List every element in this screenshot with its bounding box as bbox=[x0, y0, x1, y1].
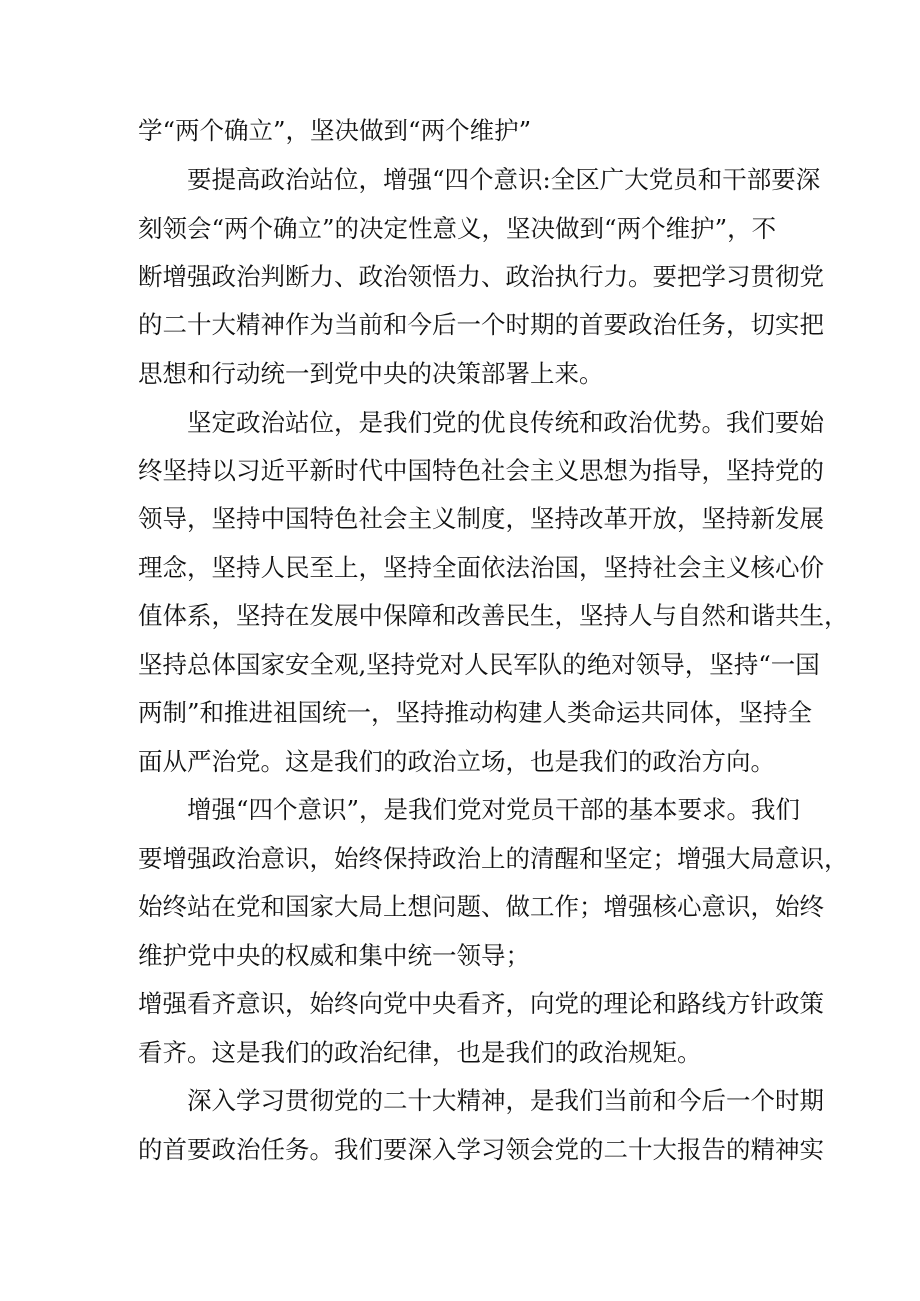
text-line: 的二十大精神作为当前和今后一个时期的首要政治任务，切实把 bbox=[138, 310, 824, 339]
text-line: 学“两个确立”，坚决做到“两个维护” bbox=[138, 116, 532, 145]
text-line: 思想和行动统一到党中央的决策部署上来。 bbox=[138, 359, 604, 388]
text-line: 始终站在党和国家大局上想问题、做工作；增强核心意识，始终 bbox=[138, 892, 824, 921]
text-line: 面从严治党。这是我们的政治立场，也是我们的政治方向。 bbox=[138, 747, 775, 776]
text-line: 坚持总体国家安全观,坚持党对人民军队的绝对领导，坚持“一国 bbox=[138, 650, 820, 679]
text-line: 增强看齐意识，始终向党中央看齐，向党的理论和路线方针政策 bbox=[138, 989, 824, 1018]
text-line: 的首要政治任务。我们要深入学习领会党的二十大报告的精神实 bbox=[138, 1135, 824, 1164]
text-line: 维护党中央的权威和集中统一领导； bbox=[138, 941, 530, 970]
text-line: 领导，坚持中国特色社会主义制度，坚持改革开放，坚持新发展 bbox=[138, 504, 824, 533]
text-line: 值体系，坚持在发展中保障和改善民生，坚持人与自然和谐共生， bbox=[138, 601, 849, 630]
text-line: 深入学习贯彻党的二十大精神，是我们当前和今后一个时期 bbox=[187, 1086, 824, 1115]
text-line: 要增强政治意识，始终保持政治上的清醒和坚定；增强大局意识， bbox=[138, 844, 849, 873]
text-line: 增强“四个意识”，是我们党对党员干部的基本要求。我们 bbox=[187, 795, 801, 824]
text-line: 看齐。这是我们的政治纪律，也是我们的政治规矩。 bbox=[138, 1038, 702, 1067]
text-line: 坚定政治站位，是我们党的优良传统和政治优势。我们要始 bbox=[187, 408, 824, 437]
text-line: 两制”和推进祖国统一，坚持推动构建人类命运共同体，坚持全 bbox=[138, 698, 813, 727]
text-line: 理念，坚持人民至上，坚持全面依法治国，坚持社会主义核心价 bbox=[138, 553, 824, 582]
text-line: 要提高政治站位，增强“四个意识:全区广大党员和干部要深 bbox=[187, 165, 821, 194]
text-line: 断增强政治判断力、政治领悟力、政治执行力。要把学习贯彻党 bbox=[138, 262, 824, 291]
text-line: 刻领会“两个确立”的决定性意义，坚决做到“两个维护”，不 bbox=[138, 214, 777, 243]
text-line: 终坚持以习近平新时代中国特色社会主义思想为指导，坚持党的 bbox=[138, 456, 824, 485]
